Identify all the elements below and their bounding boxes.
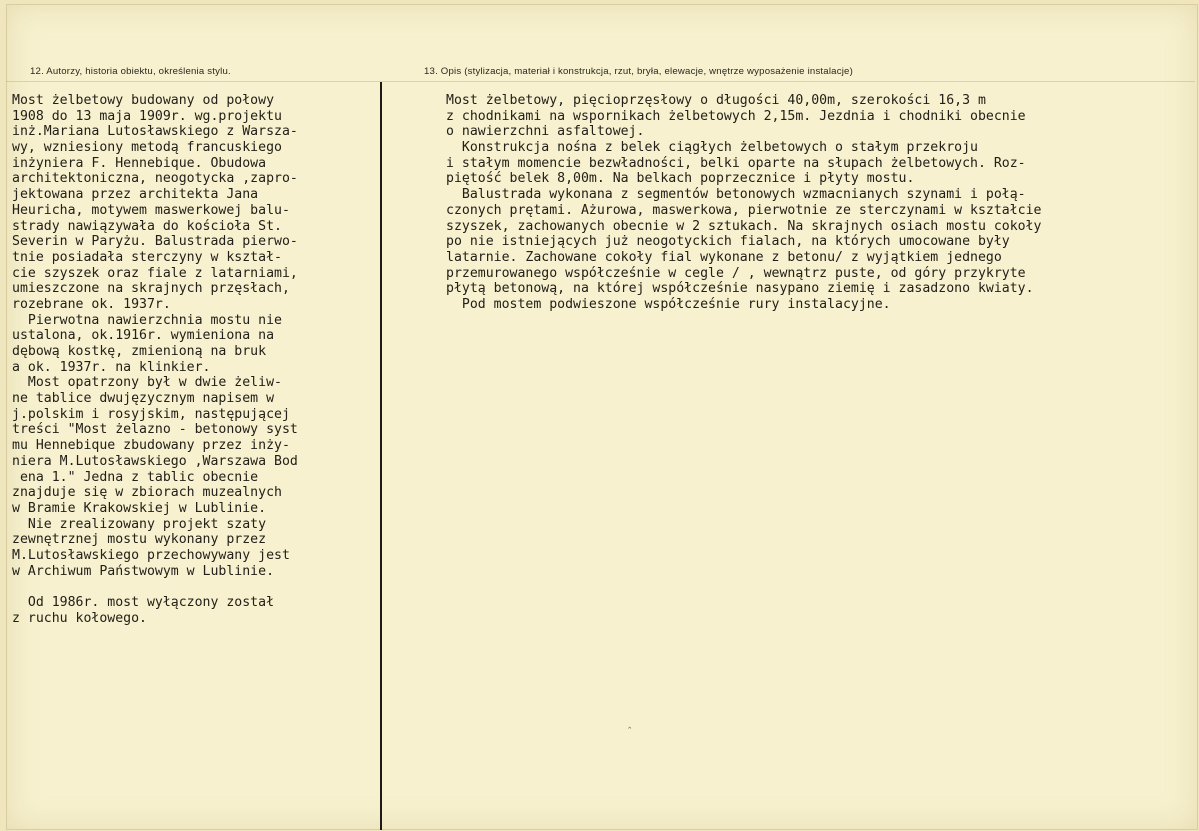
text-line: Nie zrealizowany projekt szaty <box>12 516 267 532</box>
pencil-mark: ‸ <box>628 718 632 729</box>
text-line: o nawierzchni asfaltowej. <box>446 124 645 140</box>
text-line: 1908 do 13 maja 1909r. wg.projektu <box>12 108 282 124</box>
text-line: mu Hennebique zbudowany przez inży- <box>12 438 290 454</box>
text-line: dębową kostkę, zmienioną na bruk <box>12 344 267 359</box>
text-line: j.polskim i rosyjskim, następującej <box>12 406 290 422</box>
text-line: Od 1986r. most wyłączony został <box>12 595 275 610</box>
text-line: architektoniczna, neogotycka ,zapro- <box>12 171 298 187</box>
text-line: Most żelbetowy, pięcioprzęsłowy o długości 40,00m, szerokości 16,3 m <box>446 93 986 108</box>
text-line: strady nawiązywała do kościoła St. <box>12 218 282 234</box>
text-line: przemurowanego współcześnie w cegle / , wewnątrz puste, od góry przykryte <box>446 265 1026 281</box>
text-line: Severin w Paryżu. Balustrada pierwo- <box>12 234 298 250</box>
text-line: treści "Most żelazno - betonowy syst <box>12 422 298 438</box>
text-line: latarnie. Zachowane cokoły fial wykonane z betonu/ z wyjątkiem jednego <box>446 249 1002 265</box>
text-line: Balustrada wykonana z segmentów betonowych wzmacnianych szynami i połą- <box>446 187 1026 203</box>
section-13-heading: 13. Opis (stylizacja, materiał i konstrukcja, rzut, bryła, elewacje, wnętrze wyposażenie instalacje) <box>424 66 853 77</box>
text-line: w Bramie Krakowskiej w Lublinie. <box>12 500 267 516</box>
description-text <box>446 93 1041 313</box>
text-line: umieszczone na skrajnych przęsłach, <box>12 281 290 297</box>
text-line: płytą betonową, na której współcześnie nasypano ziemię i zasadzono kwiaty. <box>446 281 1034 297</box>
text-line: z chodnikami na wspornikach żelbetowych 2,15m. Jezdnia i chodniki obecnie <box>446 108 1026 124</box>
column-divider <box>380 82 382 830</box>
text-line: Konstrukcja nośna z belek ciągłych żelbetowych o stałym przekroju <box>446 140 978 156</box>
text-line: niera M.Lutosławskiego ,Warszawa Bod <box>12 453 298 469</box>
text-line: a ok. 1937r. na klinkier. <box>12 359 211 375</box>
history-text <box>12 93 298 626</box>
section-12-heading: 12. Autorzy, historia obiektu, określenia stylu. <box>30 66 231 77</box>
text-line: inżyniera F. Hennebique. Obudowa <box>12 155 267 171</box>
text-line: wy, wzniesiony metodą francuskiego <box>12 140 282 156</box>
text-line: znajduje się w zbiorach muzealnych <box>12 485 282 501</box>
text-line: czonych prętami. Ażurowa, maswerkowa, pierwotnie ze sterczynami w kształcie <box>446 202 1042 218</box>
text-line: w Archiwum Państwowym w Lublinie. <box>12 563 275 579</box>
text-line: szyszek, zachowanych obecnie w 2 sztukach. Na skrajnych osiach mostu cokoły <box>446 218 1042 234</box>
text-line: rozebrane ok. 1937r. <box>12 296 171 312</box>
text-line: Most opatrzony był w dwie żeliw- <box>12 375 282 391</box>
text-line: jektowana przez architekta Jana <box>12 187 259 203</box>
text-line: Pod mostem podwieszone współcześnie rury instalacyjne. <box>446 296 891 312</box>
text-line: M.Lutosławskiego przechowywany jest <box>12 547 290 563</box>
text-line: tnie posiadała sterczyny w kształ- <box>12 249 282 265</box>
text-line: Most żelbetowy budowany od połowy <box>12 93 275 108</box>
text-line: ustalona, ok.1916r. wymieniona na <box>12 328 275 344</box>
text-line: zewnętrznej mostu wykonany przez <box>12 532 267 548</box>
header-separator <box>6 81 1195 82</box>
text-line: piętość belek 8,00m. Na belkach poprzecznice i płyty mostu. <box>446 171 915 187</box>
text-line: cie szyszek oraz fiale z latarniami, <box>12 265 298 281</box>
text-line <box>12 579 298 595</box>
text-line: Pierwotna nawierzchnia mostu nie <box>12 312 282 328</box>
text-line: z ruchu kołowego. <box>12 610 147 626</box>
text-line: ena 1." Jedna z tablic obecnie <box>12 469 259 485</box>
text-line: ne tablice dwujęzycznym napisem w <box>12 391 275 407</box>
text-line: Heuricha, motywem maswerkowej balu- <box>12 202 290 218</box>
text-line: po nie istniejących już neogotyckich fialach, na których umocowane były <box>446 234 1010 250</box>
text-line: i stałym momencie bezwładności, belki oparte na słupach żelbetowych. Roz- <box>446 155 1026 171</box>
text-line: inż.Mariana Lutosławskiego z Warsza- <box>12 124 298 140</box>
